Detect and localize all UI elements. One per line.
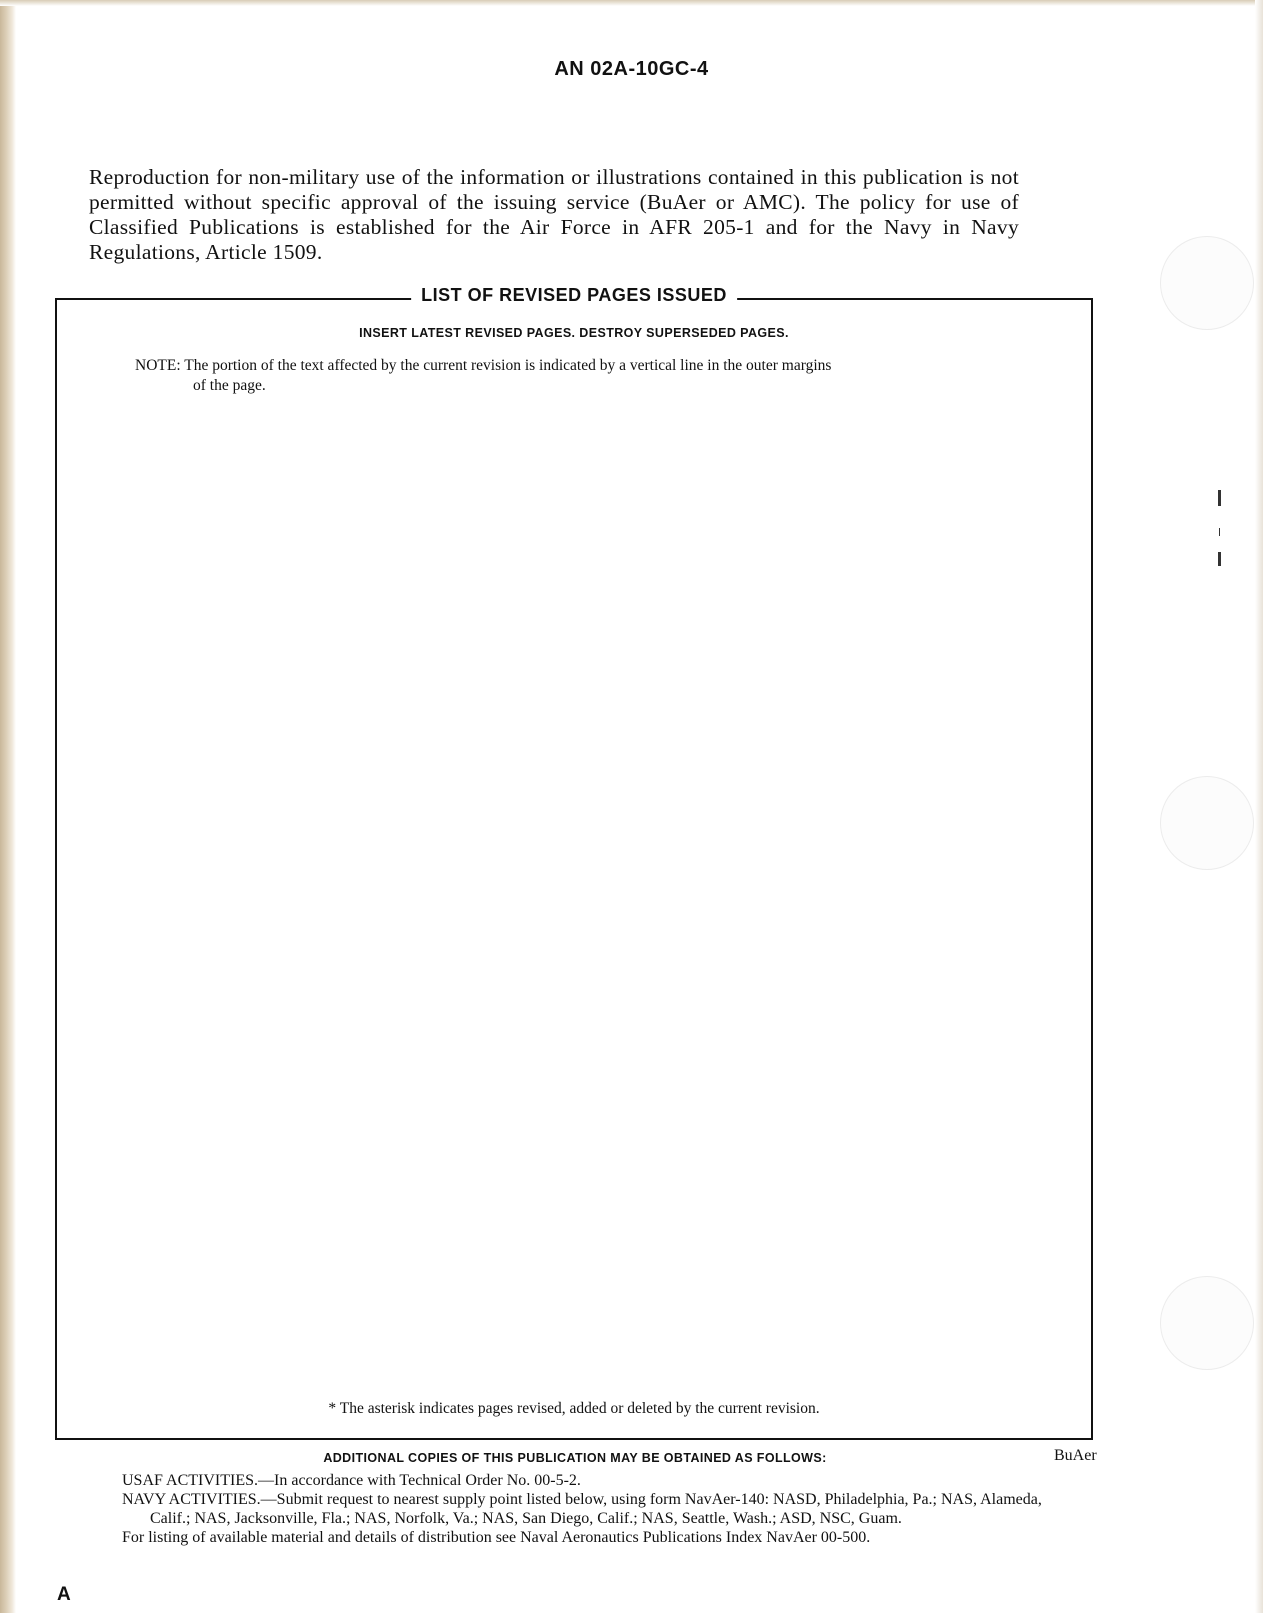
page-edge-right (1255, 0, 1263, 1613)
navy-activities: NAVY ACTIVITIES.—Submit request to nearest supply point listed below, using form NavAer-140: NASD, Philadelphia, Pa.; NAS, Alameda, Calif.; NAS, Jacksonville, Fla.; NAS, Norfolk, Va.; NAS, San Diego, Calif.; NAS, Seattle, Wash.; ASD, NSC, Guam. (122, 1491, 1042, 1527)
page-edge-left (0, 0, 16, 1613)
binder-hole-middle (1160, 776, 1254, 870)
asterisk-note: * The asterisk indicates pages revised, added or deleted by the current revision. (328, 1400, 820, 1417)
revised-pages-box (55, 285, 1093, 1440)
issuer-label: BuAer (1054, 1447, 1097, 1464)
reproduction-notice: Reproduction for non-military use of the information or illustrations contained in this publication is not permitted without specific approval of the issuing service (BuAer or AMC). The policy for use of Classified Publications is established for the Air Force in AFR 205-1 and for the Navy in Navy Regulations, Article 1509. (89, 165, 1019, 264)
page-edge-top (0, 0, 1263, 6)
revised-pages-title: LIST OF REVISED PAGES ISSUED (411, 285, 737, 306)
binder-hole-bottom (1160, 1276, 1254, 1370)
usaf-activities: USAF ACTIVITIES.—In accordance with Technical Order No. 00-5-2. (122, 1472, 581, 1489)
additional-copies-heading: ADDITIONAL COPIES OF THIS PUBLICATION MAY BE OBTAINED AS FOLLOWS: (323, 1451, 827, 1465)
revision-note-line2: of the page. (193, 377, 266, 394)
revised-pages-instruction: INSERT LATEST REVISED PAGES. DESTROY SUPERSEDED PAGES. (359, 326, 789, 340)
listing-reference: For listing of available material and details of distribution see Naval Aeronautics Publications Index NavAer 00-500. (122, 1529, 871, 1546)
binder-hole-top (1160, 236, 1254, 330)
document-id: AN 02A-10GC-4 (554, 58, 709, 80)
revision-note-line1: NOTE: The portion of the text affected by the current revision is indicated by a vertical line in the outer margins (135, 357, 832, 374)
distribution-activities (122, 1471, 1052, 1547)
margin-marks (1216, 490, 1226, 590)
revision-note (135, 356, 1055, 396)
page-letter: A (57, 1584, 71, 1605)
